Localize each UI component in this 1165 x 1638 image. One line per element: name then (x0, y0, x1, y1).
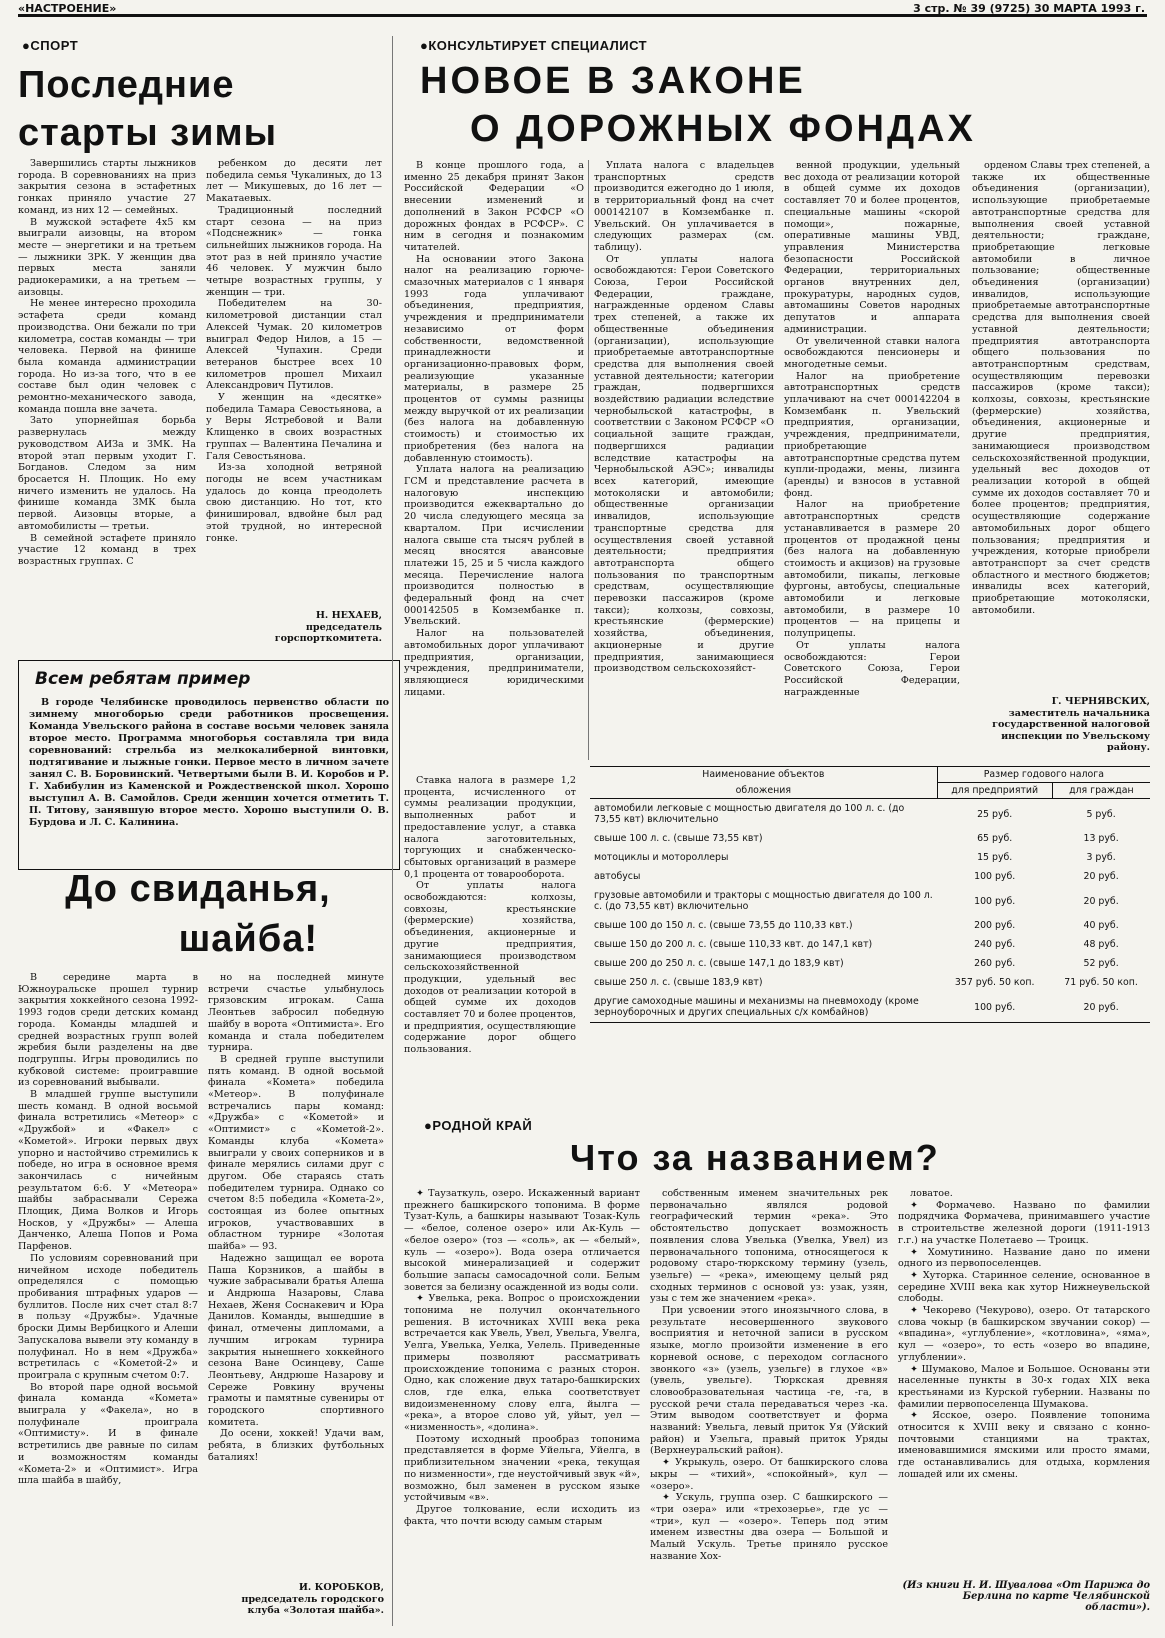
paragraph: По условиям соревнований при ничейном исходе победитель определялся с помощью пробивания штрафных ударов — буллитов. После них счет стал 8:7 в пользу «Дружбы». Удачные броски Димы Вербицкого и Алеши Запускалова вывели эту команду в полуфинал. Но в нем «Дружба» встретилась с «Кометой-2» и проиграла с крупным счетом 0:7. (18, 1252, 198, 1381)
tax-table-row (590, 886, 1150, 916)
newspaper-name: «НАСТРОЕНИЕ» (18, 2, 117, 15)
tax-org-rate: 260 руб. (974, 958, 1016, 969)
paragraph: От уплаты налога освобождаются: Герои Советского Союза, Герои Российской Федерации, награжденные (784, 639, 960, 698)
tax-org-rate: 357 руб. 50 коп. (954, 977, 1035, 988)
tax-citizen-rate: 13 руб. (1083, 833, 1119, 844)
tax-citizen-rate: 52 руб. (1083, 958, 1119, 969)
tax-table-row (590, 935, 1150, 954)
tax-table-row (590, 954, 1150, 973)
sport-col1 (18, 158, 196, 628)
paragraph: От уплаты налога освобождаются: Герои Советского Союза, Герои Российской Федерации, граждане, награжденные орденом Славы трех степеней, а также их общественные объединения (организации), использующие приобретаемые автотранспортные средства для выполнения своей уставной деятельности; категории граждан, подвергшихся воздействию радиации вследствие чернобыльской катастрофы, в соответствии с Законом РСФСР «О социальной защите граждан, подвергшихся радиации вследствие катастрофы на Чернобыльской АЭС»; инвалиды всех категорий, имеющие мотоколяски и автомобили; общественные организации инвалидов, использующие транспортные средства для осуществления своей уставной деятельности; предприятия автотранспорта общего пользования по транспортным средствам, осуществляющие перевозки пассажиров (кроме такси); колхозы, совхозы, крестьянские (фермерские) хозяйства, объединения, акционерные и другие предприятия, занимающиеся производством сельскохозяйст- (594, 253, 774, 675)
tax-org-rate: 25 руб. (977, 808, 1013, 820)
paragraph: Уплата налога на реализацию ГСМ и представление расчета в налоговую инспекцию производится ежеквартально до 20 числа следующего месяца за кварталом. При исчислении налога свыше ста тысяч рублей в месяц вносятся авансовые платежи 15, 25 и 5 числа каждого месяца. Перечисление налога производится полностью в федеральный фонд на счет 000142505 в Комзембанке п. Увельский. (404, 464, 584, 628)
paragraph: ✦ Хуторка. Старинное селение, основанное в середине XVIII века как хутор Нижнеувельской слободы. (898, 1269, 1150, 1305)
tax-citizen-rate: 71 руб. 50 коп. (1064, 977, 1138, 988)
paragraph: У женщин на «десятке» победила Тамара Севостьянова, а у Веры Ястребовой и Вали Клищенко в своих возрастных группах — Валентина Печалина и Галя Севостьянова. (206, 392, 382, 462)
sport-col2 (206, 158, 382, 608)
region-col3 (898, 1188, 1150, 1568)
paragraph: При усвоении этого иноязычного слова, в результате несовершенного звукового восприятия и неточной записи в русском языке, могло произойти изменение в его корневой основе, с переходом согласного звонкого «з» (узель, узельге) в глухое «в» (увель, увельге). Тюркская древняя словообразовательная частица -ге, -га, в русской речи стала передаваться через -ка. Этим выводом соответствует и форма названий: Увельга, левый приток Уя (Уйский район) и Узельга, правый приток Уряды (Верхнеуральский район). (650, 1305, 888, 1457)
law-col1-continued (404, 775, 576, 1105)
law-rubric: ● КОНСУЛЬТИРУЕТ СПЕЦИАЛИСТ (420, 38, 647, 53)
region-col1 (404, 1188, 640, 1628)
tax-table-row (590, 973, 1150, 992)
tax-object-name: свыше 100 до 150 л. с. (свыше 73,55 до 110,33 квт.) (594, 920, 853, 931)
paragraph: ✦ Ясское, озеро. Появление топонима относится к XVIII веку и связано с конно-почтовыми станциями на трактах, именовавшимися ямскими или просто ямами, где останавливались для отдыха, кормления лошадей или их смены. (898, 1410, 1150, 1480)
paragraph: В семейной эстафете приняло участие 12 команд в трех возрастных группах. С (18, 532, 196, 567)
paragraph: Налог на пользователей автомобильных дорог уплачивают предприятия, организации, учреждения, предприниматели, являющиеся юридическими лицами. (404, 628, 584, 698)
hockey-signature: И. КОРОБКОВ, председатель городского клуба «Золотая шайба». (241, 1582, 384, 1616)
paragraph: но на последней минуте встречи счастье улыбнулось грязовским игрокам. Саша Леонтьев забросил победную шайбу в ворота «Оптимиста». Его команда и стала победителем турнира. (208, 972, 384, 1054)
tax-table-row (590, 829, 1150, 848)
paragraph: ✦ Увелька, река. Вопрос о происхождении топонима не получил окончательного решения. В источниках XVIII века река встречается как Увель, Увел, Увельга, Увелга, Уелга, Увелька, Уелка, Уелель. Приведенные примеры позволяют рассматривать происхождение топонима с разных сторон. Одно, как сложение двух татаро-башкирских слов, где елка, елька соответствует видоизмененному слову елга, йылга — «река», а второе слово уй, уйыт, уел — «низменность», «долина». (404, 1293, 640, 1434)
tax-citizen-rate: 20 руб. (1083, 1001, 1119, 1013)
sport-signature: Н. НЕХАЕВ, председатель горспорткомитета. (274, 610, 382, 644)
paragraph: Из-за холодной ветряной погоды не всем участникам удалось до конца преодолеть свою дистанцию. Но тот, кто финишировал, вдвойне был рад этой трудной, но интересной гонке. (206, 462, 382, 544)
tax-table-header-name2: обложения (590, 783, 937, 799)
tax-object-name: мотоциклы и мотороллеры (594, 852, 729, 863)
tax-org-rate: 240 руб. (974, 939, 1016, 950)
paragraph: В конце прошлого года, а именно 25 декабря принят Закон Российской Федерации «О внесении изменений и дополнений в Закон РСФСР «О дорожных фондах в РСФСР». С ним в сегодня и познакомим читателей. (404, 160, 584, 253)
tax-table-wrapper (590, 766, 1150, 1023)
tax-citizen-rate: 3 руб. (1086, 852, 1116, 863)
tax-object-name: свыше 150 до 200 л. с. (свыше 110,33 квт. до 147,1 квт) (594, 939, 873, 950)
law-signature: Г. ЧЕРНЯВСКИХ, заместитель начальника государственной налоговой инспекции по Увельскому району. (992, 696, 1150, 753)
region-rubric: ● РОДНОЙ КРАЙ (424, 1118, 532, 1133)
paragraph: ✦ Хомутинино. Название дано по имени одного из первопоселенцев. (898, 1246, 1150, 1270)
example-box-title: Всем ребятам пример (29, 669, 256, 689)
paragraph: орденом Славы трех степеней, а также их общественные объединения (организации), использующие приобретаемые автотранспортные средства для выполнения своей уставной деятельности; граждане, приобретающие легковые автомобили в личное пользование; общественные объединения (организации) инвалидов, использующие приобретаемые автотранспортные средства для выполнения своей уставной деятельности; предприятия автотранспорта общего пользования по автотранспортным средствам, осуществляющим перевозки пассажиров (кроме такси); колхозы, совхозы, крестьянские (фермерские) хозяйства, объединения, акционерные и другие предприятия, занимающиеся производством сельскохозяйственной продукции, удельный вес доходов от реализации которой в общей сумме их доходов составляет 70 и более процентов; предприятия, осуществляющие содержание автомобильных дорог общего пользования; предприятия и учреждения, которые приобрели автотранспорт за счет средств областного и местного бюджетов; инвалиды всех категорий, приобретающие мотоколяски, автомобили. (972, 160, 1150, 616)
paragraph: ✦ Ускуль, группа озер. С башкирского — «три озера» или «трехозерье», где ус — «три», кул — «озеро». Теперь под этим именем известны два озера — Большой и Малый Ускуль. Третье приняло русское название Хох- (650, 1492, 888, 1562)
law-col3 (784, 160, 960, 740)
tax-object-name: свыше 250 л. с. (свыше 183,9 квт) (594, 977, 763, 988)
paragraph: В середине марта в Южноуральске прошел турнир закрытия хоккейного сезона 1992-1993 годов среди детских команд города. Команды младшей и средней возрастных групп волей жребия были разделены на две подгруппы. Игры проводились по кубковой системе: проигравшие из соревнований выбывали. (18, 972, 198, 1089)
tax-object-name: свыше 100 л. с. (свыше 73,55 квт) (594, 833, 763, 844)
tax-table (590, 767, 1150, 1022)
tax-table-row (590, 867, 1150, 886)
law-title-line2: О ДОРОЖНЫХ ФОНДАХ (470, 108, 976, 150)
tax-object-name: автомобили легковые с мощностью двигателя до 100 л. с. (до 73,55 квт) включительно (594, 803, 905, 825)
paragraph: Надежно защищал ее ворота Паша Корзников, а шайбы в чужие забрасывали братья Алеша и Андрюша Назаровы, Слава Нехаев, Женя Соснакевич и Юра Данилов. Команды, вышедшие в финал, отмечены дипломами, а лучшим игрокам турнира закрытия нынешнего хоккейного сезона Ване Осинцеву, Саше Леонтьеву, Андрюше Назарову и Сереже Ровкину вручены грамоты и памятные сувениры от городского спортивного комитета. (208, 1252, 384, 1428)
tax-object-name: свыше 200 до 250 л. с. (свыше 147,1 до 183,9 квт) (594, 958, 844, 969)
paragraph: От увеличенной ставки налога освобождаются пенсионеры и многодетные семьи. (784, 335, 960, 370)
paragraph: Ставка налога в размере 1,2 процента, исчисленного от суммы реализации продукции, выполненных работ и предоставление услуг, а ставка налога заготовительных, торгующих и снабженческо-сбытовых организаций в размере 0,1 процента от товарооборота. (404, 775, 576, 880)
tax-citizen-rate: 20 руб. (1083, 871, 1119, 882)
paragraph: Традиционный последний старт сезона — на приз «Подснежник» — гонка сильнейших лыжников города. На этот раз в ней приняло участие 46 человек. У мужчин было четыре возрастных группы, у женщин — три. (206, 204, 382, 298)
paragraph: До осени, хоккей! Удачи вам, ребята, в близких футбольных баталиях! (208, 1428, 384, 1463)
paragraph: От уплаты налога освобождаются: колхозы, совхозы, крестьянские (фермерские) хозяйства, объединения, акционерные и другие предприятия, занимающиеся производством сельскохозяйственной продукции, удельный вес доходов от реализации которой в общей сумме их доходов составляет 70 и более процентов, и предприятия, осуществляющие содержание дорог общего пользования. (404, 880, 576, 1056)
region-col2 (650, 1188, 888, 1628)
issue-info: 3 стр. № 39 (9725) 30 МАРТА 1993 г. (913, 2, 1145, 15)
tax-table-row (590, 992, 1150, 1022)
paragraph: Другое толкование, если исходить из факта, что почти всюду самым старым (404, 1503, 640, 1527)
tax-org-rate: 100 руб. (974, 871, 1016, 882)
region-credit: (Из книги Н. И. Шувалова «От Парижа до Берлина по карте Челябинской области»). (902, 1580, 1150, 1613)
paragraph: ребенком до десяти лет победила семья Чукалиных, до 13 лет — Микушевых, до 16 лет — Макатаевых. (206, 158, 382, 205)
tax-table-header-org: для предприятий (937, 783, 1052, 799)
paragraph: ✦ Укрыкуль, озеро. От башкирского слова ыкры — «тихий», «спокойный», кул — «озеро». (650, 1457, 888, 1492)
paragraph: венной продукции, удельный вес дохода от реализации которой в общей сумме их доходов составляет 70 и более процентов, специальные машины «скорой помощи», пожарные, оперативные машины УВД, управления Министерства безопасности Российской Федерации, территориальных органов внутренних дел, прокуратуры, народных судов, автомашины Советов народных депутатов и аппарата администрации. (784, 160, 960, 335)
tax-table-row (590, 916, 1150, 935)
tax-table-header-cit: для граждан (1052, 783, 1150, 799)
paragraph: В средней группе выступили пять команд. В одной восьмой финала «Комета» победила «Метеор». В полуфинале встречались пары команд: «Дружба» с «Кометой» и «Оптимист» с «Кометой-2». Команды клуба «Комета» выиграли у своих соперников и в финале мерялись силами друг с другом. Обе стараясь стать победителем турнира. Однако со счетом 8:5 победила «Комета-2», состоящая из более опытных игроков, участвовавших в областном турнире «Золотая шайба» — 93. (208, 1053, 384, 1253)
example-box-text: В городе Челябинске проводилось первенство области по зимнему многоборью среди работников просвещения. Команда Увельского района в составе восьми человек заняла второе место. Программа многоборья составляла три вида соревнований: стрельба из мелкокалиберной винтовки, подтягивание и лыжные гонки. Первое место в личном зачете занял С. В. Боровинский. Четвертыми были В. И. Коробов и Р. Г. Хабибулин из Каменской и Рождественской школ. Хорошо выступил А. В. Самойлов. Среди женщин хочется отметить Т. П. Титову, занявшую второе место. Хорошо выступили О. В. Бурдова и Л. С. Калинина. (29, 697, 389, 828)
paragraph: ловатое. (910, 1188, 953, 1199)
tax-table-header-size: Размер годового налога (937, 767, 1150, 783)
hockey-title-line2: шайба! (178, 918, 318, 960)
tax-object-name: другие самоходные машины и механизмы на пневмоходу (кроме зерноуборочных и других специальных с/х комбайнов) (594, 996, 919, 1018)
tax-citizen-rate: 48 руб. (1083, 939, 1119, 950)
paragraph: Зато упорнейшая борьба развернулась между руководством АИЗа и ЗМК. На второй этап первым уходит Г. Богданов. Следом за ним бросается Н. Площик. Но ему ничего изменить не удалось. На финише команда ЗМК была первой. Аизовцы вторые, а автомобилисты — третьи. (18, 415, 196, 532)
sport-rubric: ● СПОРТ (22, 38, 78, 53)
tax-table-header-name: Наименование объектов (590, 767, 937, 783)
tax-org-rate: 200 руб. (974, 920, 1016, 931)
tax-org-rate: 100 руб. (974, 1001, 1016, 1013)
paragraph: В младшей группе выступили шесть команд. В одной восьмой финала встретились «Метеор» с «Дружбой» и «Факел» с «Кометой». Игроки первых двух упорно и настойчиво стремились к победе, но игра в основное время закончилась с ничейным результатом 6:6. У «Метеора» шайбы забрасывали Сережа Площик, Дима Волков и Игорь Носков, у «Дружбы» — Алеша Данченко, Алеша Попов и Рома Парфенов. (18, 1089, 198, 1253)
tax-table-row (590, 848, 1150, 867)
paragraph: собственным именем значительных рек первоначально являлся родовой географический термин «река». Это обстоятельство допускает возможность появления слова Увелька (Увелка, Увел) из первоначального топонима, относящегося к родовому старо-тюркскому термину (узель, узельге) — «река», имеющему целый ряд сходных терминов с основой уз: узак, узян, узы с тем же значением «река». (650, 1188, 888, 1305)
hockey-col1 (18, 972, 198, 1627)
paragraph: Налог на приобретение автотранспортных средств уплачивают на счет 000142204 в Комзембанк п. Увельский предприятия, организации, учреждения, предприниматели, приобретающие автотранспортные средства путем купли-продажи, мены, лизинга (аренды) и взносов в уставной фонд. (784, 370, 960, 499)
header-rule (18, 14, 1147, 17)
column-divider (392, 36, 393, 1626)
paragraph: ✦ Формачево. Названо по фамилии подрядчика Формачева, принимавшего участие в строительстве железной дороги (1911-1913 г.г.) на участке Полетаево — Троицк. (898, 1199, 1150, 1246)
paragraph: Во второй паре одной восьмой финала команда «Комета» выиграла у «Факела», но в полуфинале проиграла «Оптимисту». И в финале встретились две равные по силам и возможностям команды «Комета-2» и «Оптимист». Игра шла шайба в шайбу, (18, 1381, 198, 1487)
law-col2 (594, 160, 774, 740)
paragraph: Налог на приобретение автотранспортных средств устанавливается в размере 20 процентов от продажной цены (без налога на добавленную стоимость и акцизов) на грузовые автомобили, пикапы, легковые фургоны, автобусы, специальные автомобили и легковые автомобили, в размере 10 процентов — на прицепы и полуприцепы. (784, 499, 960, 640)
tax-object-name: автобусы (594, 871, 641, 882)
tax-citizen-rate: 5 руб. (1086, 808, 1116, 820)
tax-org-rate: 100 руб. (974, 895, 1016, 907)
law-title-line1: НОВОЕ В ЗАКОНЕ (420, 60, 806, 102)
tax-citizen-rate: 40 руб. (1083, 920, 1119, 931)
law-col1 (404, 160, 584, 740)
paragraph: На основании этого Закона налог на реализацию горюче-смазочных материалов с 1 января 1993 года уплачивают объединения, предприятия, учреждения и предприниматели независимо от форм собственности, ведомственной принадлежности и организационно-правовых форм, реализующие указанные материалы, в размере 25 процентов от суммы разницы между выручкой от их реализации (без налога на добавленную стоимость) и стоимостью их приобретения (без налога на добавленную стоимость). (404, 253, 584, 464)
column-divider (588, 160, 589, 760)
paragraph: ✦ Чекорево (Чекурово), озеро. От татарского слова чокыр (в башкирском звучании сокор) — «впадина», «углубление», «котловина», «яма», кул — «озеро», то есть «озеро во впадине, углублении». (898, 1305, 1150, 1363)
paragraph: Уплата налога с владельцев транспортных средств производится ежегодно до 1 июля, в территориальный фонд на счет 000142107 в Комзембанке п. Увельский. Он уплачивается в следующих размерах (см. таблицу). (594, 160, 774, 253)
tax-object-name: грузовые автомобили и тракторы с мощностью двигателя до 100 л. с. (до 73,55 квт) включительно (594, 890, 933, 912)
paragraph: Завершились старты лыжников города. В соревнованиях на приз закрытия сезона в эстафетных гонках приняло участие 27 команд, из них 12 — семейных. (18, 158, 196, 216)
paragraph: ✦ Шумаково, Малое и Большое. Основаны эти населенные пункты в 30-х годах XIX века крестьянами из Курской губернии. Названы по фамилии первопоселенца Шумакова. (898, 1363, 1150, 1410)
hockey-col2 (208, 972, 384, 1552)
paragraph: Поэтому исходный прообраз топонима представляется в форме Уйельга, Уйелга, в приблизительном значении «река, текущая по низменности», где неустойчивый звук «й», возможно, был заменен в русском языке устойчивым «в». (404, 1433, 640, 1504)
law-col4 (972, 160, 1150, 690)
tax-org-rate: 65 руб. (977, 833, 1013, 844)
tax-citizen-rate: 20 руб. (1083, 895, 1119, 907)
paragraph: Не менее интересно проходила эстафета среди команд производства. Они бежали по три километра, состав команды — три человека. Первой на финише была команда администрации города. Но из-за того, что в ее составе был один человек с ремонтно-механического завода, команда пошла вне зачета. (18, 298, 196, 415)
paragraph: Победителем на 30-километровой дистанции стал Алексей Чумак. 20 километров выиграл Федор Нилов, а 15 — Алексей Чупахин. Среди ветеранов быстрее всех 10 километров прошел Михаил Александрович Путилов. (206, 298, 382, 392)
example-box (18, 660, 400, 870)
paragraph: ✦ Таузаткуль, озеро. Искаженный вариант прежнего башкирского топонима. В форме Тузат-Куль, а башкиры называют Тозак-Куль — «белое, соленое озеро» или Ак-Куль — «белое озеро» (тоз — «соль», ак — «белый», куль — «озеро»). Вода озера отличается высокой минерализацией и содержит большие запасы самосадочной соли. Белым зовется за белизну осажденной из воды соли. (404, 1188, 640, 1293)
hockey-title-line1: До свиданья, (65, 868, 331, 910)
tax-org-rate: 15 руб. (977, 852, 1013, 863)
paragraph: В мужской эстафете 4х5 км выиграли аизовцы, на втором месте — энергетики и на третьем — лыжники ЗРК. У женщин два первых места заняли радиокерамики, а на третьем — аизовцы. (18, 216, 196, 298)
region-title: Что за названием? (570, 1137, 940, 1178)
sport-title: Последние старты зимы (18, 64, 278, 154)
tax-table-row (590, 799, 1150, 830)
